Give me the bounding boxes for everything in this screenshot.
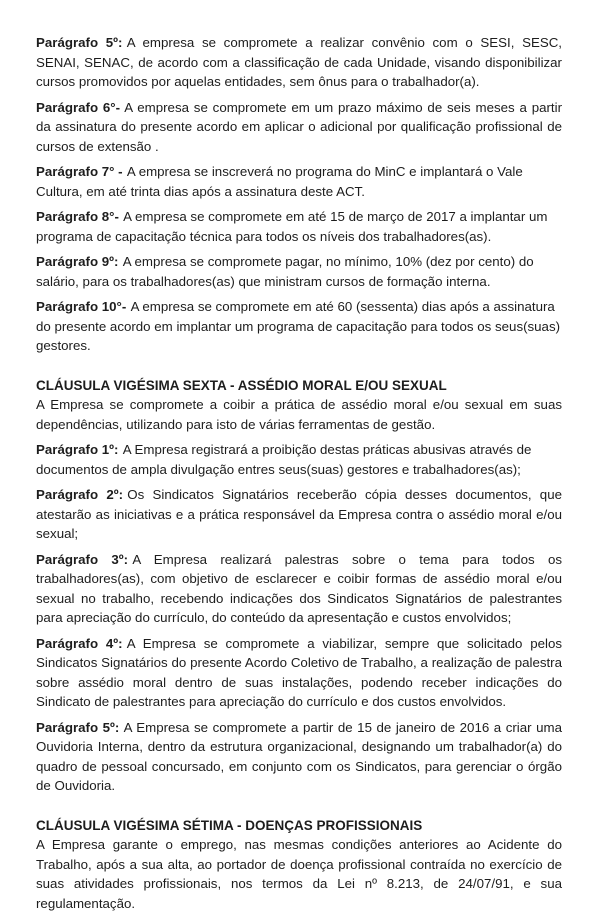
clause-26-paragraph-1-text: A Empresa registrará a proibição destas práticas abusivas através de documentos de ampla divulgação entres seus(suas) gestores e trabalhadores(as); bbox=[36, 442, 532, 477]
paragraph-6-text: A empresa se compromete em um prazo máximo de seis meses a partir da assinatura do presente acordo em aplicar o adicional por qualificação profissional de cursos de extensão . bbox=[36, 99, 562, 154]
paragraph-5 bbox=[36, 33, 562, 92]
paragraph-10 bbox=[36, 297, 562, 356]
clause-26-paragraph-5-text: A Empresa se compromete a partir de 15 de janeiro de 2016 a criar uma Ouvidoria Interna, dentro da estrutura organizacional, designando um trabalhador(a) do quadro de pessoal concursado, em conjunto com os Sindicatos, para gerenciar o órgão de Ouvidoria. bbox=[36, 719, 563, 793]
clause-26-paragraph-2 bbox=[36, 485, 562, 544]
paragraph-6-label: Parágrafo 6°- bbox=[36, 99, 121, 115]
clause-26-paragraph-2-label: Parágrafo 2º: bbox=[36, 487, 124, 502]
paragraph-7 bbox=[36, 162, 562, 201]
clause-26-heading: CLÁUSULA VIGÉSIMA SEXTA - ASSÉDIO MORAL E/OU SEXUAL bbox=[36, 377, 447, 393]
clause-26-paragraph-5 bbox=[36, 718, 562, 796]
clause-26-paragraph-1 bbox=[36, 440, 562, 479]
paragraph-8-text: A empresa se compromete em até 15 de março de 2017 a implantar um programa de capacitação técnica para todos os níveis dos trabalhadores(as). bbox=[36, 209, 548, 244]
clause-27-body: A Empresa garante o emprego, nas mesmas condições anteriores ao Acidente do Trabalho, após a sua alta, ao portador de doença profissional contraída no exercício de suas atividades profissionais, nos termos da Lei nº 8.213, de 24/07/91, e sua regulamentação. bbox=[36, 837, 562, 911]
clause-26-paragraph-5-label: Parágrafo 5º: bbox=[36, 719, 120, 735]
paragraph-6 bbox=[36, 98, 562, 157]
clause-26-paragraph-3-text: A Empresa realizará palestras sobre o tema para todos os trabalhadores(as), com objetivo de esclarecer e coibir formas de assédio moral e/ou sexual no trabalho, recebendo indicações dos Sindicatos Signatários de palestrantes para apreciação do currículo, do conteúdo da apresentação e custos envolvidos; bbox=[36, 551, 562, 625]
paragraph-7-label: Parágrafo 7° - bbox=[36, 164, 123, 179]
paragraph-10-label: Parágrafo 10°- bbox=[36, 299, 127, 314]
clause-26-paragraph-2-text: Os Sindicatos Signatários receberão cópia desses documentos, que atestarão as iniciativas e a prática responsável da Empresa contra o assédio moral e/ou sexual; bbox=[36, 487, 562, 541]
clause-26-intro: A Empresa se compromete a coibir a prática de assédio moral e/ou sexual em suas dependências, utilizando para isto de várias ferramentas de gestão. bbox=[36, 397, 562, 432]
clause-26-paragraph-3 bbox=[36, 550, 562, 628]
paragraph-5-label: Parágrafo 5º: bbox=[36, 35, 123, 50]
paragraph-7-text: A empresa se inscreverá no programa do MinC e implantará o Vale Cultura, em até trinta dias após a assinatura deste ACT. bbox=[36, 164, 523, 199]
clause-26-paragraph-4-label: Parágrafo 4º: bbox=[36, 635, 123, 651]
paragraph-5-text: A empresa se compromete a realizar convênio com o SESI, SESC, SENAI, SENAC, de acordo com a classificação de cada Unidade, visando disponibilizar cursos promovidos por aquelas entidades, sem ônus para o trabalhador(a). bbox=[36, 35, 563, 89]
paragraph-8 bbox=[36, 207, 562, 246]
clause-26-paragraph-4 bbox=[36, 634, 562, 712]
clause-27-heading: CLÁUSULA VIGÉSIMA SÉTIMA - DOENÇAS PROFISSIONAIS bbox=[36, 817, 423, 833]
paragraph-9-label: Parágrafo 9º: bbox=[36, 254, 119, 269]
paragraph-8-label: Parágrafo 8°- bbox=[36, 209, 119, 224]
clause-26-paragraph-3-label: Parágrafo 3º: bbox=[36, 551, 129, 567]
paragraph-9-text: A empresa se compromete pagar, no mínimo, 10% (dez por cento) do salário, para os trabalhadores(as) que ministram cursos de formação interna. bbox=[36, 254, 534, 289]
paragraph-10-text: A empresa se compromete em até 60 (sessenta) dias após a assinatura do presente acordo em implantar um programa de capacitação para todos os seus(suas) gestores. bbox=[36, 299, 561, 353]
paragraph-9 bbox=[36, 252, 562, 291]
clause-26-paragraph-1-label: Parágrafo 1º: bbox=[36, 442, 119, 457]
clause-26-paragraph-4-text: A Empresa se compromete a viabilizar, sempre que solicitado pelos Sindicatos Signatários do presente Acordo Coletivo de Trabalho, a realização de palestra sobre assédio moral dentro de suas instalações, podendo receber indicações do Sindicato de palestrantes para apreciação do currículo e dos custos envolvidos. bbox=[36, 635, 562, 709]
